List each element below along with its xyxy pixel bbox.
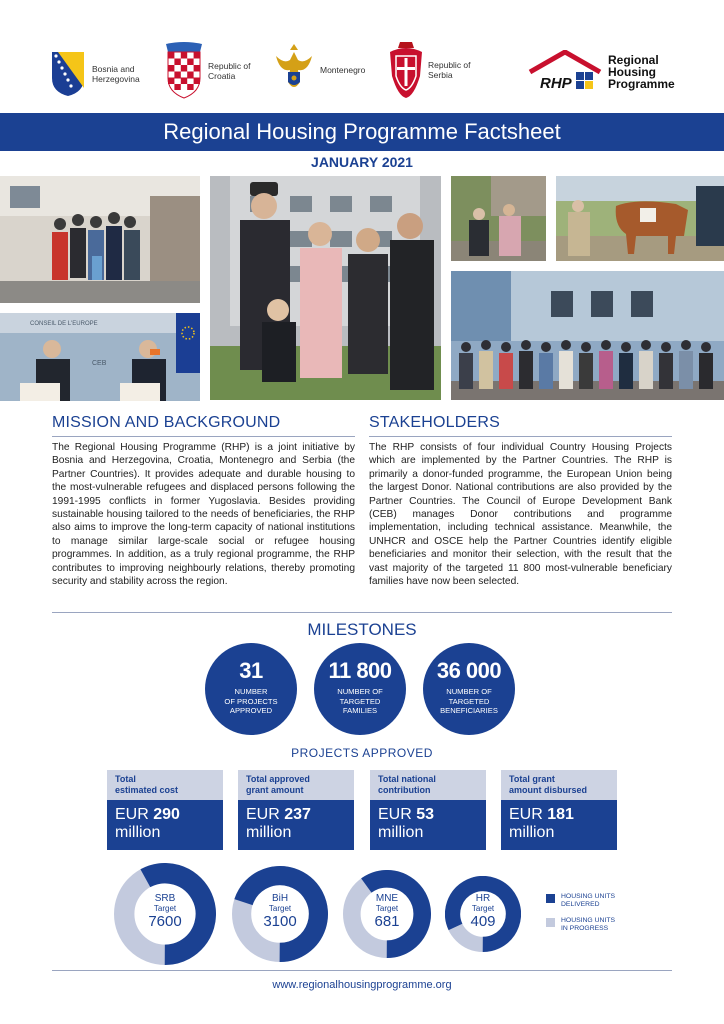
rhp-name: Regional Housing Programme — [608, 53, 675, 91]
milestones-title: MILESTONES — [307, 620, 417, 639]
donut-croatia-label: HR Target 409 — [470, 893, 496, 930]
mission-divider — [52, 436, 355, 437]
card-heading: Total estimated cost — [107, 770, 223, 800]
footer-divider — [52, 970, 672, 971]
milestone-label: NUMBER OF TARGETED BENEFICIARIES — [440, 687, 498, 715]
section-divider — [52, 612, 672, 613]
title-banner — [0, 113, 724, 151]
factsheet-date: JANUARY 2021 — [311, 154, 413, 170]
photo-signing-ceremony — [0, 313, 200, 401]
logo-croatia — [164, 42, 251, 100]
croatia-coat-of-arms-icon — [164, 42, 204, 100]
legend-delivered: HOUSING UNITS DELIVERED — [546, 893, 621, 909]
donut-serbia-label: SRB Target 7600 — [148, 893, 182, 930]
logo-rhp — [528, 50, 675, 94]
card-value: EUR 290 million — [107, 800, 223, 850]
bih-name: Bosnia and Herzegovina — [92, 64, 140, 84]
card-heading: Total grant amount disbursed — [501, 770, 617, 800]
svg-text:CEB: CEB — [92, 360, 107, 367]
photo-large-group — [451, 271, 724, 400]
card-heading: Total national contribution — [370, 770, 486, 800]
milestone-value: 36 000 — [436, 658, 502, 683]
mission-title: MISSION AND BACKGROUND — [52, 414, 281, 431]
serbia-coat-of-arms-icon — [388, 40, 424, 100]
photo-family-outdoors — [210, 176, 441, 400]
card-total-approved-grant — [238, 770, 354, 850]
donut-legend — [546, 893, 621, 941]
mission-text: The Regional Housing Programme (RHP) is a joint initiative by Bosnia and Herzegovina, Croatia, Montenegro and Serbia (the Partner Countries). It provides adequate and durable housing to the most-vulnerable refugees and displaced persons following the 1991-1995 conflicts in former Yugoslavia. Besides providing sustainable housing tailored to the needs of beneficiaries, the RHP also aims to improve the long-term capacity of national institutions to manage similar large-scale social or refugee housing programmes. In addition, as a truly regional programme, the RHP contributes to improving neighbourly relations, thereby promoting security and stability across the region. — [52, 442, 355, 588]
donut-bih-label: BiH Target 3100 — [263, 893, 297, 930]
partner-logos — [48, 38, 676, 108]
card-value: EUR 53 million — [370, 800, 486, 850]
legend-swatch-delivered — [546, 894, 555, 903]
milestone-projects-approved — [205, 643, 297, 735]
milestone-value: 11 800 — [328, 658, 392, 683]
page-title: Regional Housing Programme Factsheet — [163, 119, 561, 144]
logo-serbia — [388, 40, 471, 100]
milestone-targeted-beneficiaries — [423, 643, 515, 735]
legend-swatch-in-progress — [546, 918, 555, 927]
photo-elderly-couple — [451, 176, 546, 261]
milestone-value: 31 — [239, 658, 263, 683]
svg-text:CONSEIL DE L'EUROPE: CONSEIL DE L'EUROPE — [30, 321, 98, 327]
photo-cow-delivery — [556, 176, 724, 261]
montenegro-eagle-icon — [272, 42, 316, 98]
logo-montenegro — [272, 42, 365, 98]
card-total-estimated-cost — [107, 770, 223, 850]
card-value: EUR 181 million — [501, 800, 617, 850]
milestone-label: NUMBER OF PROJECTS APPROVED — [224, 687, 278, 715]
stakeholders-divider — [369, 436, 672, 437]
card-total-national-contribution — [370, 770, 486, 850]
stakeholders-text: The RHP consists of four individual Country Housing Projects which are implemented by the Partner Countries. The RHP is primarily a donor-funded programme, the European Union being the largest Donor. National contributions are also provided by the Partner Countries. The Council of Europe Development Bank (CEB) manages Donor contributions and programme implementation, including technical assistance. Meanwhile, the UNHCR and OSCE help the Partner Countries identify eligible beneficiaries and monitor their selection, with the result that the vast majority of the targeted 11 800 most-vulnerable beneficiary families have now been selected. — [369, 442, 672, 588]
serbia-name: Republic of Serbia — [428, 60, 471, 80]
donut-montenegro-label: MNE Target 681 — [374, 893, 400, 930]
montenegro-name: Montenegro — [320, 65, 366, 75]
photo-family-group-building — [0, 176, 200, 303]
card-value: EUR 237 million — [238, 800, 354, 850]
bih-coat-of-arms-icon — [48, 50, 88, 98]
rhp-house-logo-icon — [528, 50, 602, 94]
projects-approved-title: PROJECTS APPROVED — [291, 746, 433, 760]
milestone-targeted-families — [314, 643, 406, 735]
stakeholders-title: STAKEHOLDERS — [369, 414, 501, 431]
svg-text:RHP: RHP — [540, 75, 572, 92]
milestone-label: NUMBER OF TARGETED FAMILIES — [337, 687, 383, 715]
card-total-grant-disbursed — [501, 770, 617, 850]
logo-bosnia-herzegovina — [48, 50, 140, 98]
website-link[interactable]: www.regionalhousingprogramme.org — [272, 979, 452, 991]
card-heading: Total approved grant amount — [238, 770, 354, 800]
legend-in-progress: HOUSING UNITS IN PROGRESS — [546, 917, 621, 933]
croatia-name: Republic of Croatia — [208, 61, 251, 81]
